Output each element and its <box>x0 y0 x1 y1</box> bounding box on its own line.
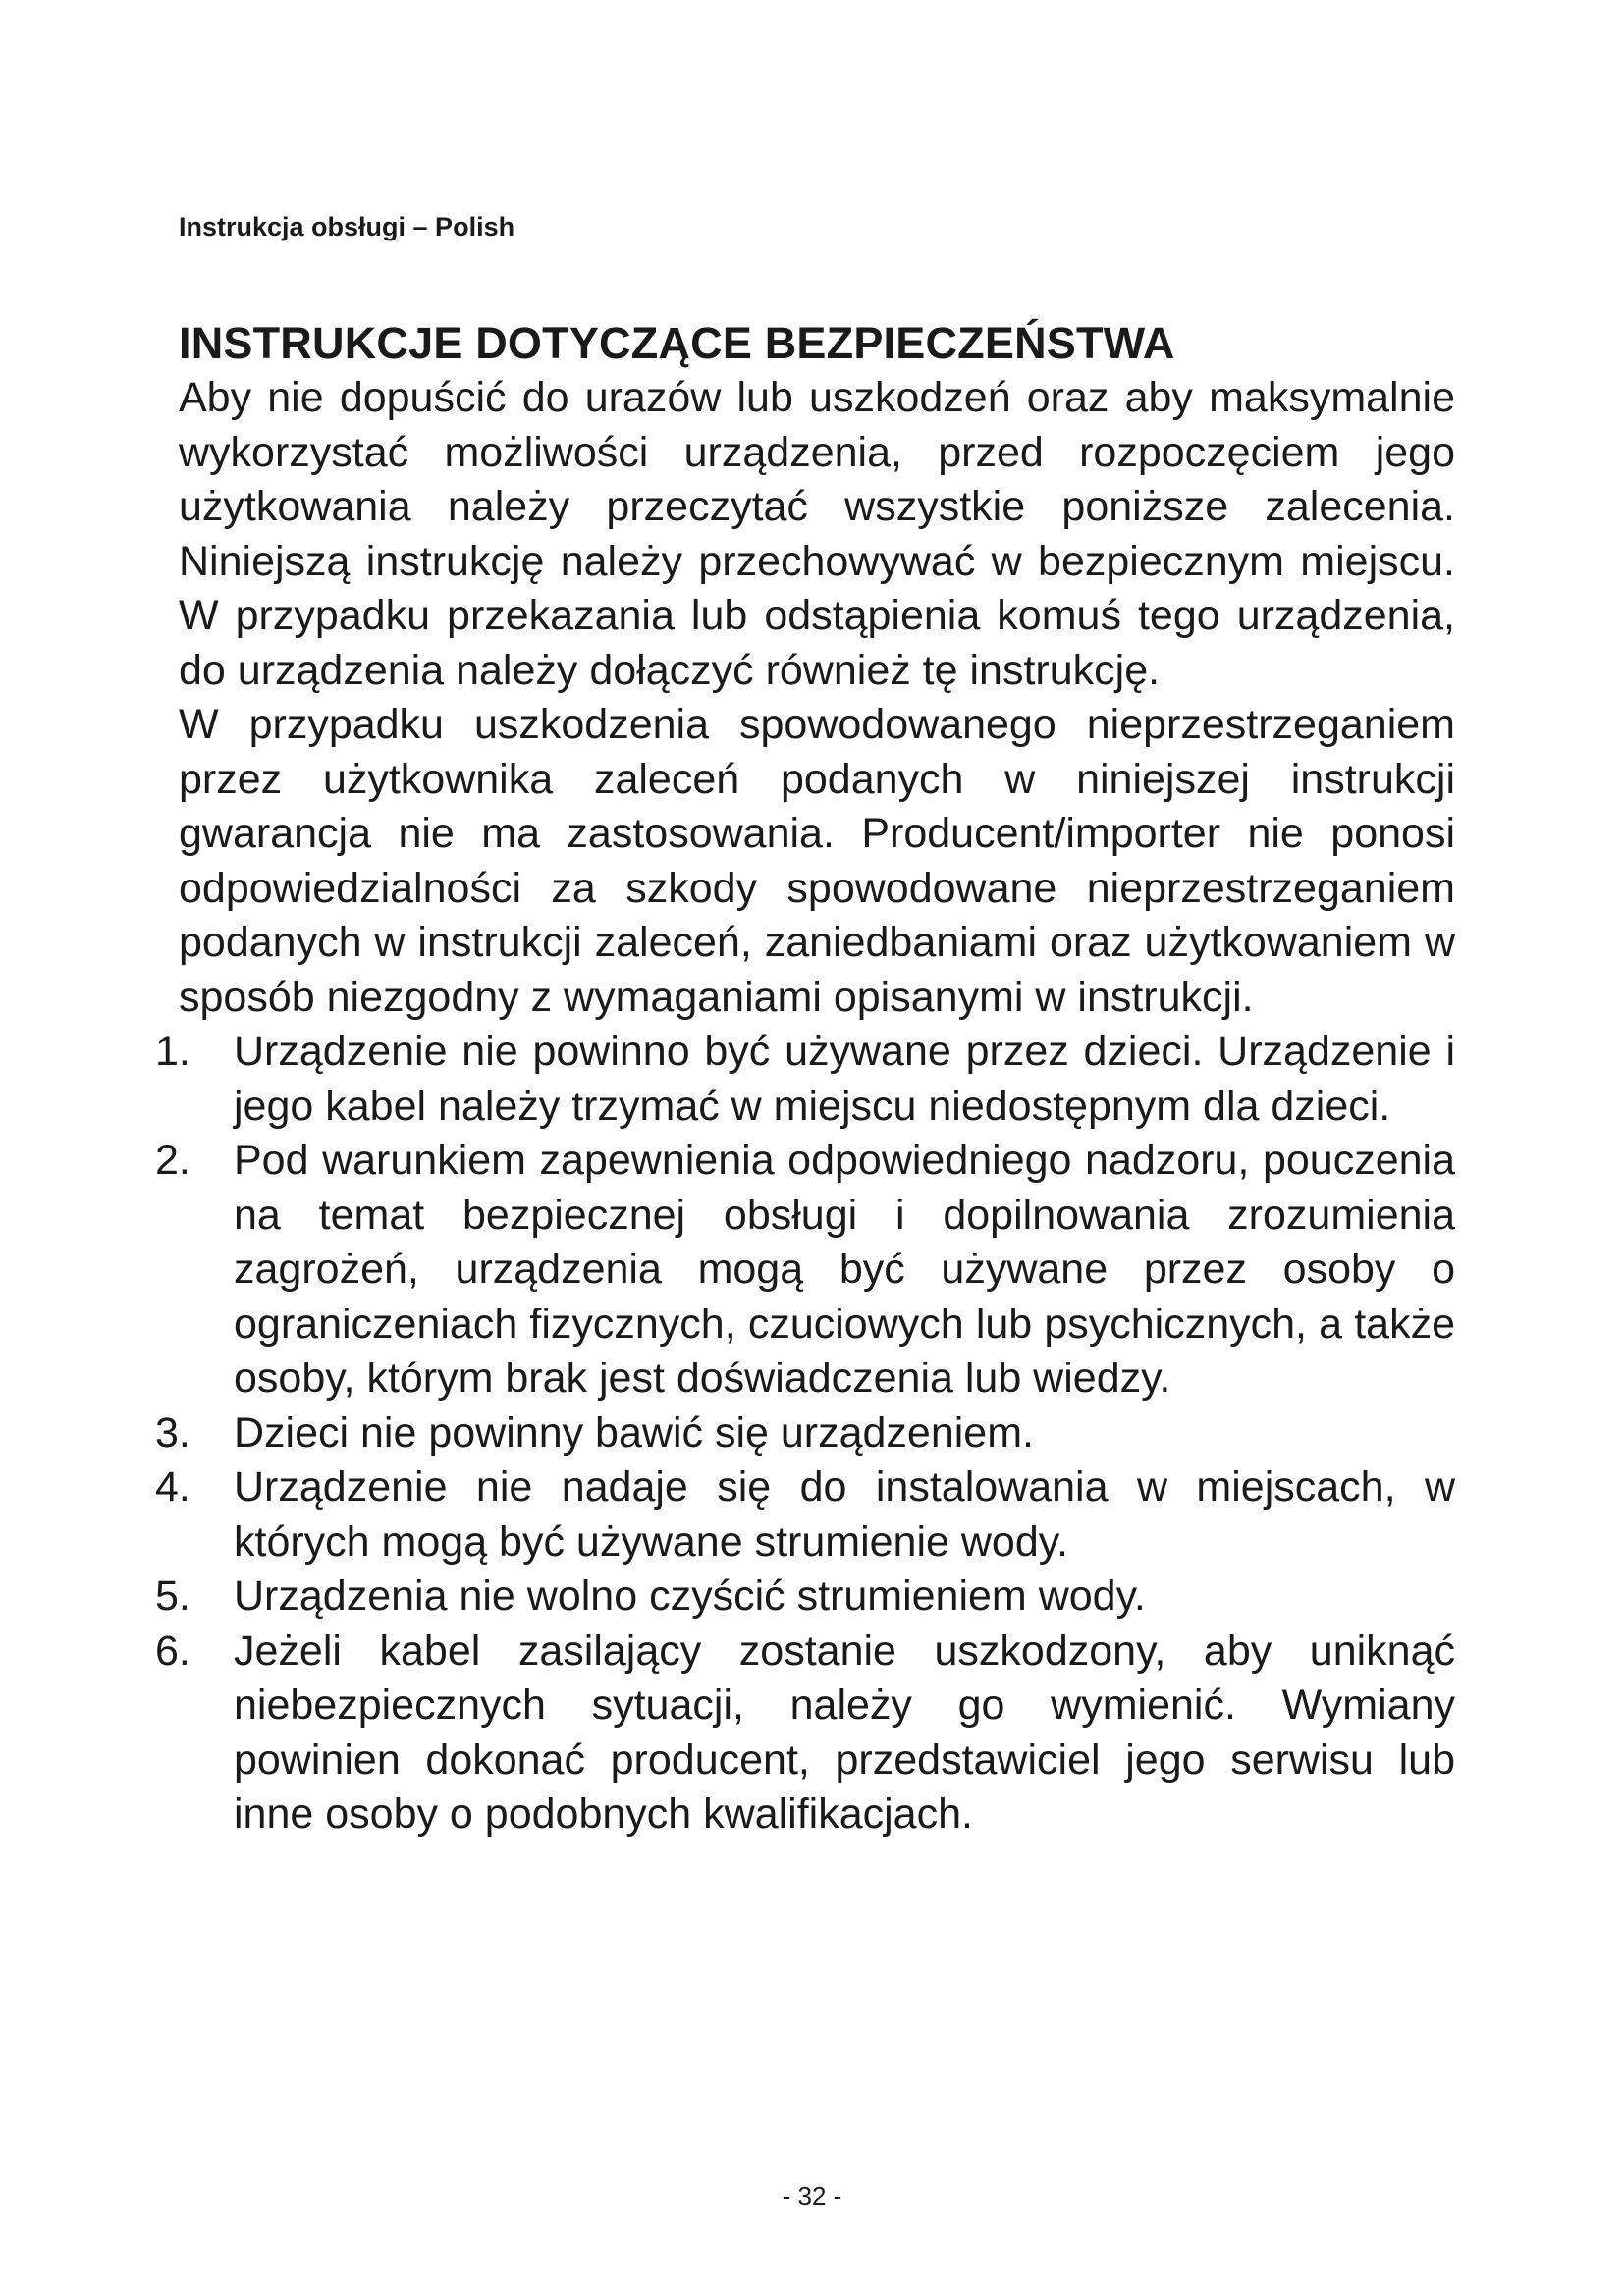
list-item-number: 6. <box>155 1627 190 1675</box>
list-item-text: Dzieci nie powinny bawić się urządzeniem. <box>234 1409 1034 1457</box>
safety-list <box>155 1025 1455 1842</box>
intro-paragraph: Aby nie dopuścić do urazów lub uszkodzeń oraz aby maksymalnie wykorzystać możliwości urządzenia, przed rozpoczęciem jego użytkowania należy przeczytać wszystkie poniższe zalecenia. Niniejszą instrukcję należy przechowywać w bezpiecznym miejscu. W przypadku przekazania lub odstąpienia komuś tego urządzenia, do urządzenia należy dołączyć również tę instrukcję. <box>179 374 1455 694</box>
list-item-number: 2. <box>155 1137 190 1184</box>
section-title: INSTRUKCJE DOTYCZĄCE BEZPIECZEŃSTWA <box>179 318 1175 368</box>
list-item-number: 3. <box>155 1409 190 1457</box>
page-number: - 32 - <box>782 2181 842 2211</box>
list-item-text: Jeżeli kabel zasilający zostanie uszkodzony, aby uniknąć niebezpiecznych sytuacji, należy go wymienić. Wymiany powinien dokonać producent, przedstawiciel jego serwisu lub inne osoby o podobnych kwalifikacjach. <box>234 1627 1455 1838</box>
list-item-text: Urządzenie nie powinno być używane przez dzieci. Urządzenie i jego kabel należy trzymać w miejscu niedostępnym dla dzieci. <box>234 1028 1455 1130</box>
warranty-paragraph: W przypadku uszkodzenia spowodowanego nieprzestrzeganiem przez użytkownika zaleceń podanych w niniejszej instrukcji gwarancja nie ma zastosowania. Producent/importer nie ponosi odpowiedzialności za szkody spowodowane nieprzestrzeganiem podanych w instrukcji zaleceń, zaniedbaniami oraz użytkowaniem w sposób niezgodny z wymaganiami opisanymi w instrukcji. <box>179 701 1455 1021</box>
list-item-number: 4. <box>155 1464 190 1511</box>
list-item <box>155 1134 1455 1407</box>
list-item-text: Pod warunkiem zapewnienia odpowiedniego nadzoru, pouczenia na temat bezpiecznej obsługi i dopilnowania zrozumienia zagrożeń, urządzenia mogą być używane przez osoby o ograniczeniach fizycznych, czuciowych lub psychicznych, a także osoby, którym brak jest doświadczenia lub wiedzy. <box>234 1137 1455 1402</box>
list-item <box>155 1461 1455 1570</box>
list-item <box>155 1570 1455 1625</box>
list-item-number: 1. <box>155 1028 190 1075</box>
list-item-number: 5. <box>155 1573 190 1620</box>
list-item-text: Urządzenia nie wolno czyścić strumieniem wody. <box>234 1573 1146 1620</box>
list-item <box>155 1407 1455 1462</box>
list-item <box>155 1625 1455 1842</box>
list-item <box>155 1025 1455 1134</box>
list-item-text: Urządzenie nie nadaje się do instalowania w miejscach, w których mogą być używane strumienie wody. <box>234 1464 1455 1566</box>
page-header: Instrukcja obsługi – Polish <box>179 212 515 241</box>
safety-section <box>155 316 1455 1842</box>
